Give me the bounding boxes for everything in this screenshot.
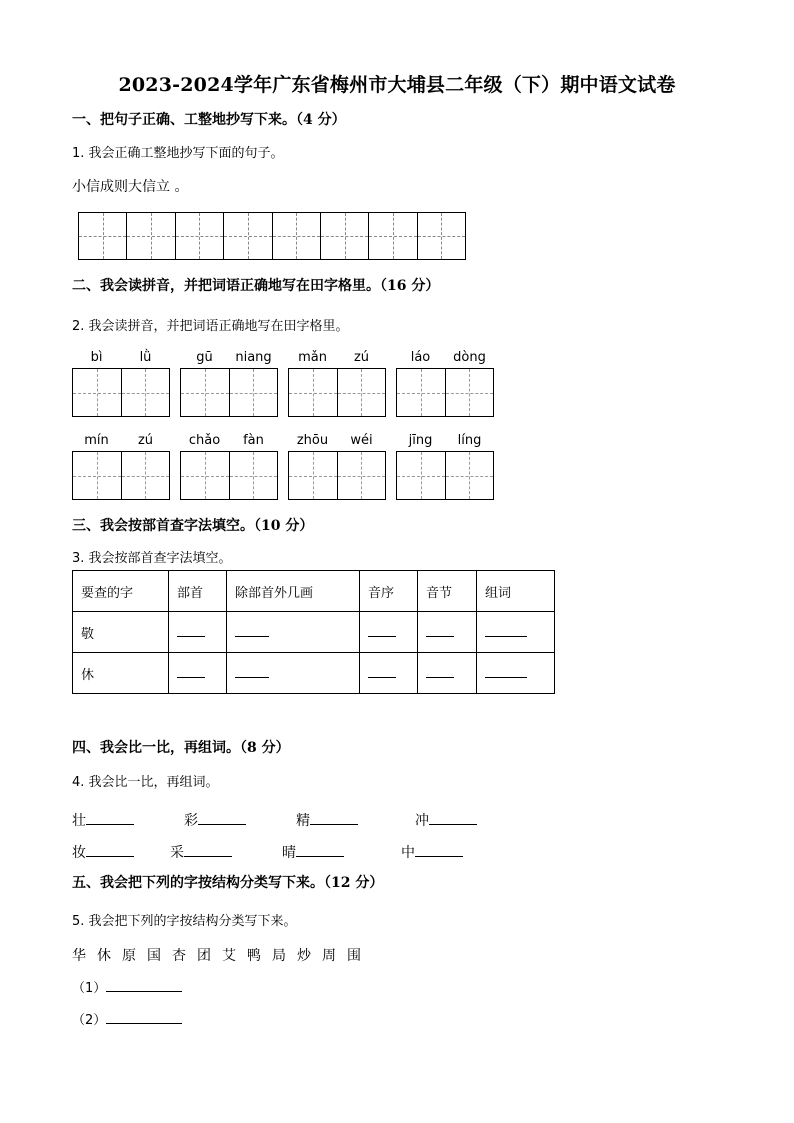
char-item: 休 (97, 948, 111, 964)
table-char-cell: 休 (73, 653, 169, 694)
tianzige-box[interactable] (396, 368, 494, 417)
char-item: 艾 (222, 948, 236, 964)
pinyin-syllable: gū (196, 350, 213, 365)
tianzige-box[interactable] (180, 368, 278, 417)
char-item: 杏 (172, 948, 186, 964)
answer-blank[interactable] (429, 812, 477, 825)
tianzige-box[interactable] (180, 451, 278, 500)
compare-item (184, 810, 246, 830)
compare-item (282, 842, 344, 862)
tianzige-box[interactable] (72, 368, 170, 417)
answer-cell[interactable] (360, 612, 418, 653)
answer-blank[interactable] (184, 844, 232, 857)
compare-char: 冲 (415, 813, 429, 829)
pinyin-syllable: jīng (408, 433, 433, 448)
pinyin-syllable: fàn (243, 433, 264, 448)
question-1-text: 1. 我会正确工整地抄写下面的句子。 (72, 146, 284, 161)
grid-cell[interactable] (273, 213, 321, 259)
radical-table (72, 570, 555, 694)
item-number: （1） (72, 981, 107, 996)
tianzige-box[interactable] (396, 451, 494, 500)
answer-blank[interactable] (415, 844, 463, 857)
pinyin-syllable: wéi (350, 433, 373, 448)
compare-item (72, 810, 134, 830)
grid-cell[interactable] (224, 213, 272, 259)
answer-blank[interactable] (310, 812, 358, 825)
answer-cell[interactable] (169, 612, 227, 653)
question-5-text: 5. 我会把下列的字按结构分类写下来。 (72, 914, 297, 929)
char-item: 华 (72, 948, 86, 964)
question-2-text: 2. 我会读拼音，并把词语正确地写在田字格里。 (72, 319, 349, 334)
answer-cell[interactable] (227, 612, 360, 653)
compare-item (415, 810, 477, 830)
table-header-cell: 音节 (418, 571, 477, 612)
char-item: 鸭 (247, 948, 261, 964)
page-title: 2023-2024学年广东省梅州市大埔县二年级（下）期中语文试卷 (118, 74, 676, 96)
pinyin-syllable: lǜ (139, 350, 152, 365)
answer-cell[interactable] (477, 653, 555, 694)
answer-blank[interactable] (106, 1011, 182, 1024)
table-header-cell: 除部首外几画 (227, 571, 360, 612)
table-header-cell: 部首 (169, 571, 227, 612)
grid-cell[interactable] (418, 213, 465, 259)
char-item: 炒 (297, 948, 311, 964)
pinyin-syllable: zú (353, 350, 370, 365)
compare-char: 壮 (72, 813, 86, 829)
char-item: 团 (197, 948, 211, 964)
grid-cell[interactable] (127, 213, 175, 259)
compare-item (401, 842, 463, 862)
pinyin-syllable: zhōu (296, 433, 329, 448)
section-4-heading: 四、我会比一比，再组词。（8 分） (72, 740, 290, 756)
question-3-text: 3. 我会按部首查字法填空。 (72, 551, 232, 566)
answer-cell[interactable] (227, 653, 360, 694)
pinyin-syllable: chǎo (188, 433, 221, 448)
answer-blank[interactable] (106, 979, 182, 992)
char-item: 国 (147, 948, 161, 964)
char-item: 周 (322, 948, 336, 964)
grid-cell[interactable] (369, 213, 417, 259)
table-header-cell: 音序 (360, 571, 418, 612)
compare-char: 妆 (72, 845, 86, 861)
tianzige-box[interactable] (288, 451, 386, 500)
tianzige-box[interactable] (288, 368, 386, 417)
answer-blank[interactable] (86, 844, 134, 857)
compare-char: 采 (170, 845, 184, 861)
compare-char: 中 (401, 845, 415, 861)
answer-blank[interactable] (198, 812, 246, 825)
compare-char: 精 (296, 813, 310, 829)
character-list (72, 945, 372, 965)
char-item: 原 (122, 948, 136, 964)
compare-item (72, 842, 134, 862)
pinyin-syllable: bì (90, 350, 103, 365)
grid-cell[interactable] (176, 213, 224, 259)
answer-cell[interactable] (477, 612, 555, 653)
copy-sentence: 小信成则大信立 。 (72, 179, 189, 195)
table-header-cell: 要查的字 (73, 571, 169, 612)
char-item: 局 (272, 948, 286, 964)
answer-blank[interactable] (86, 812, 134, 825)
table-row (73, 612, 555, 653)
compare-item (170, 842, 232, 862)
pinyin-syllable: niang (235, 350, 272, 365)
section-3-heading: 三、我会按部首查字法填空。（10 分） (72, 518, 314, 534)
pinyin-syllable: líng (457, 433, 482, 448)
tianzige-box[interactable] (72, 451, 170, 500)
table-header-row (73, 571, 555, 612)
answer-cell[interactable] (169, 653, 227, 694)
answer-line-1 (72, 977, 182, 996)
pinyin-syllable: mǎn (298, 350, 327, 365)
pinyin-syllable: láo (410, 350, 431, 365)
compare-char: 晴 (282, 845, 296, 861)
question-4-text: 4. 我会比一比，再组词。 (72, 775, 219, 790)
writing-grid[interactable] (78, 212, 466, 260)
section-1-heading: 一、把句子正确、工整地抄写下来。（4 分） (72, 112, 346, 128)
item-number: （2） (72, 1013, 107, 1028)
table-header-cell: 组词 (477, 571, 555, 612)
section-2-heading: 二、我会读拼音，并把词语正确地写在田字格里。（16 分） (72, 278, 440, 294)
compare-item (296, 810, 358, 830)
table-row (73, 653, 555, 694)
pinyin-syllable: dòng (453, 350, 486, 365)
answer-blank[interactable] (296, 844, 344, 857)
grid-cell[interactable] (321, 213, 369, 259)
pinyin-syllable: zú (137, 433, 154, 448)
answer-cell[interactable] (418, 612, 477, 653)
compare-char: 彩 (184, 813, 198, 829)
pinyin-syllable: mín (84, 433, 109, 448)
answer-line-2 (72, 1009, 182, 1028)
answer-cell[interactable] (418, 653, 477, 694)
answer-cell[interactable] (360, 653, 418, 694)
section-5-heading: 五、我会把下列的字按结构分类写下来。（12 分） (72, 875, 384, 891)
grid-cell[interactable] (79, 213, 127, 259)
table-char-cell: 敬 (73, 612, 169, 653)
char-item: 围 (347, 948, 361, 964)
